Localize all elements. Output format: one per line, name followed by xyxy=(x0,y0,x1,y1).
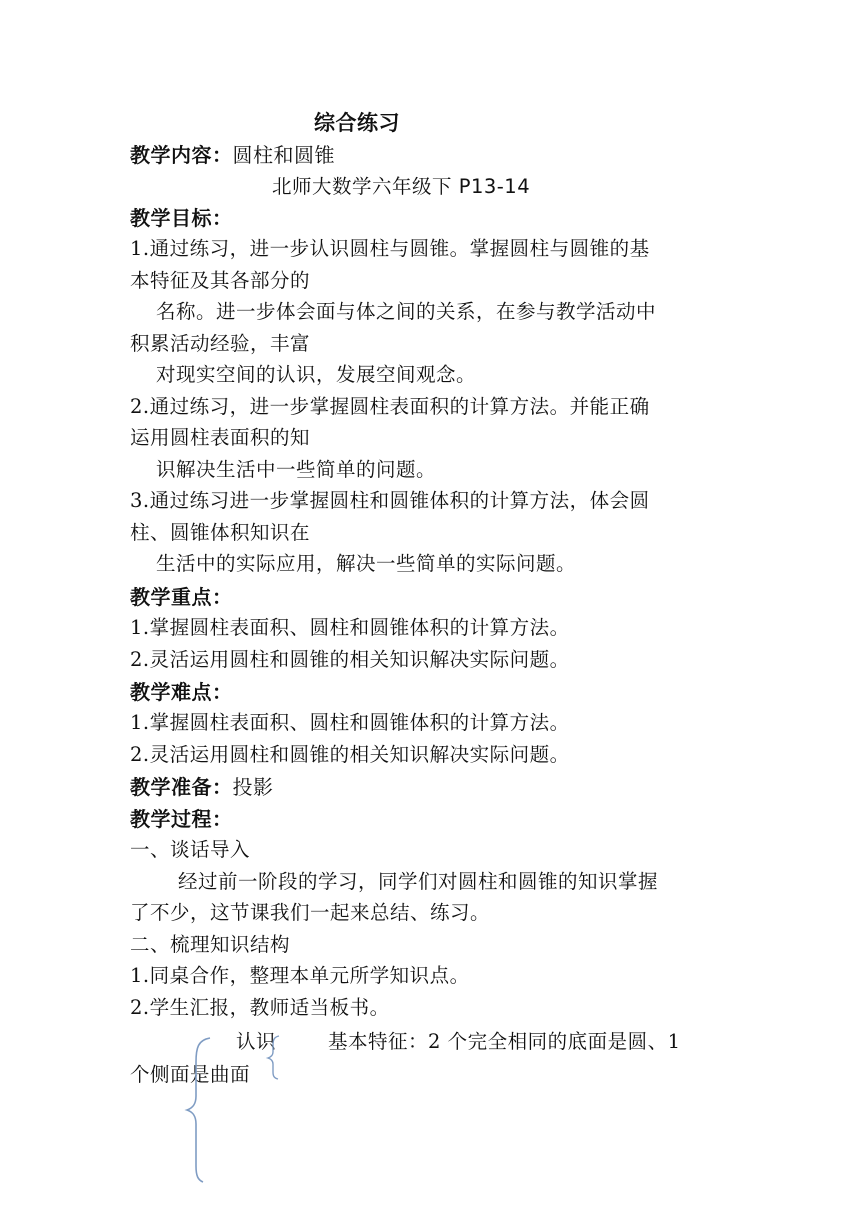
section1-para-line2: 了不少，这节课我们一起来总结、练习。 xyxy=(130,901,491,924)
difficulty-2: 2.灵活运用圆柱和圆锥的相关知识解决实际问题。 xyxy=(130,743,570,766)
teaching-content-value: 圆柱和圆锥 xyxy=(232,143,335,167)
diagram-basic-features-line1: 基本特征：2 个完全相同的底面是圆、1 xyxy=(328,1030,681,1053)
goal1-line1: 1.通过练习，进一步认识圆柱与圆锥。掌握圆柱与圆锥的基 xyxy=(130,237,650,260)
goal2-line1: 2.通过练习，进一步掌握圆柱表面积的计算方法。并能正确 xyxy=(130,395,650,418)
goal1-line3: 名称。进一步体会面与体之间的关系，在参与教学活动中 xyxy=(156,300,657,323)
large-left-brace xyxy=(187,1038,210,1182)
preparation-label: 教学准备： xyxy=(130,775,233,799)
doc-title: 综合练习 xyxy=(314,111,400,135)
goal3-line1: 3.通过练习进一步掌握圆柱和圆锥体积的计算方法，体会圆 xyxy=(130,489,650,512)
goal3-line2: 柱、圆锥体积知识在 xyxy=(130,521,311,544)
goal2-line3: 识解决生活中一些简单的问题。 xyxy=(156,458,437,481)
goals-heading: 教学目标： xyxy=(130,206,233,230)
key-points-heading: 教学重点： xyxy=(130,585,233,609)
section1-para-line1: 经过前一阶段的学习，同学们对圆柱和圆锥的知识掌握 xyxy=(178,870,659,893)
teaching-content-label: 教学内容： xyxy=(130,143,233,167)
section2-item1: 1.同桌合作，整理本单元所学知识点。 xyxy=(130,964,470,987)
diagram-label-recognize: 认识 xyxy=(236,1030,277,1053)
goal3-line3: 生活中的实际应用，解决一些简单的实际问题。 xyxy=(156,552,577,575)
section1-heading: 一、谈话导入 xyxy=(130,838,251,861)
goal2-line2: 运用圆柱表面积的知 xyxy=(130,426,311,449)
preparation-value: 投影 xyxy=(232,775,274,799)
difficulties-heading: 教学难点： xyxy=(130,680,233,704)
goal1-line5: 对现实空间的认识，发展空间观念。 xyxy=(156,363,477,386)
goal1-line4: 积累活动经验，丰富 xyxy=(130,332,311,355)
key-point-2: 2.灵活运用圆柱和圆锥的相关知识解决实际问题。 xyxy=(130,648,570,671)
section2-item2: 2.学生汇报，教师适当板书。 xyxy=(130,996,390,1019)
process-heading: 教学过程： xyxy=(130,807,233,831)
section2-heading: 二、梳理知识结构 xyxy=(130,933,291,956)
goal1-line2: 本特征及其各部分的 xyxy=(130,269,311,292)
diagram-basic-features-line2: 个侧面是曲面 xyxy=(130,1063,251,1086)
difficulty-1: 1.掌握圆柱表面积、圆柱和圆锥体积的计算方法。 xyxy=(130,711,570,734)
doc-subtitle: 北师大数学六年级下 P13-14 xyxy=(272,175,531,198)
small-left-brace xyxy=(268,1036,279,1079)
key-point-1: 1.掌握圆柱表面积、圆柱和圆锥体积的计算方法。 xyxy=(130,616,570,639)
